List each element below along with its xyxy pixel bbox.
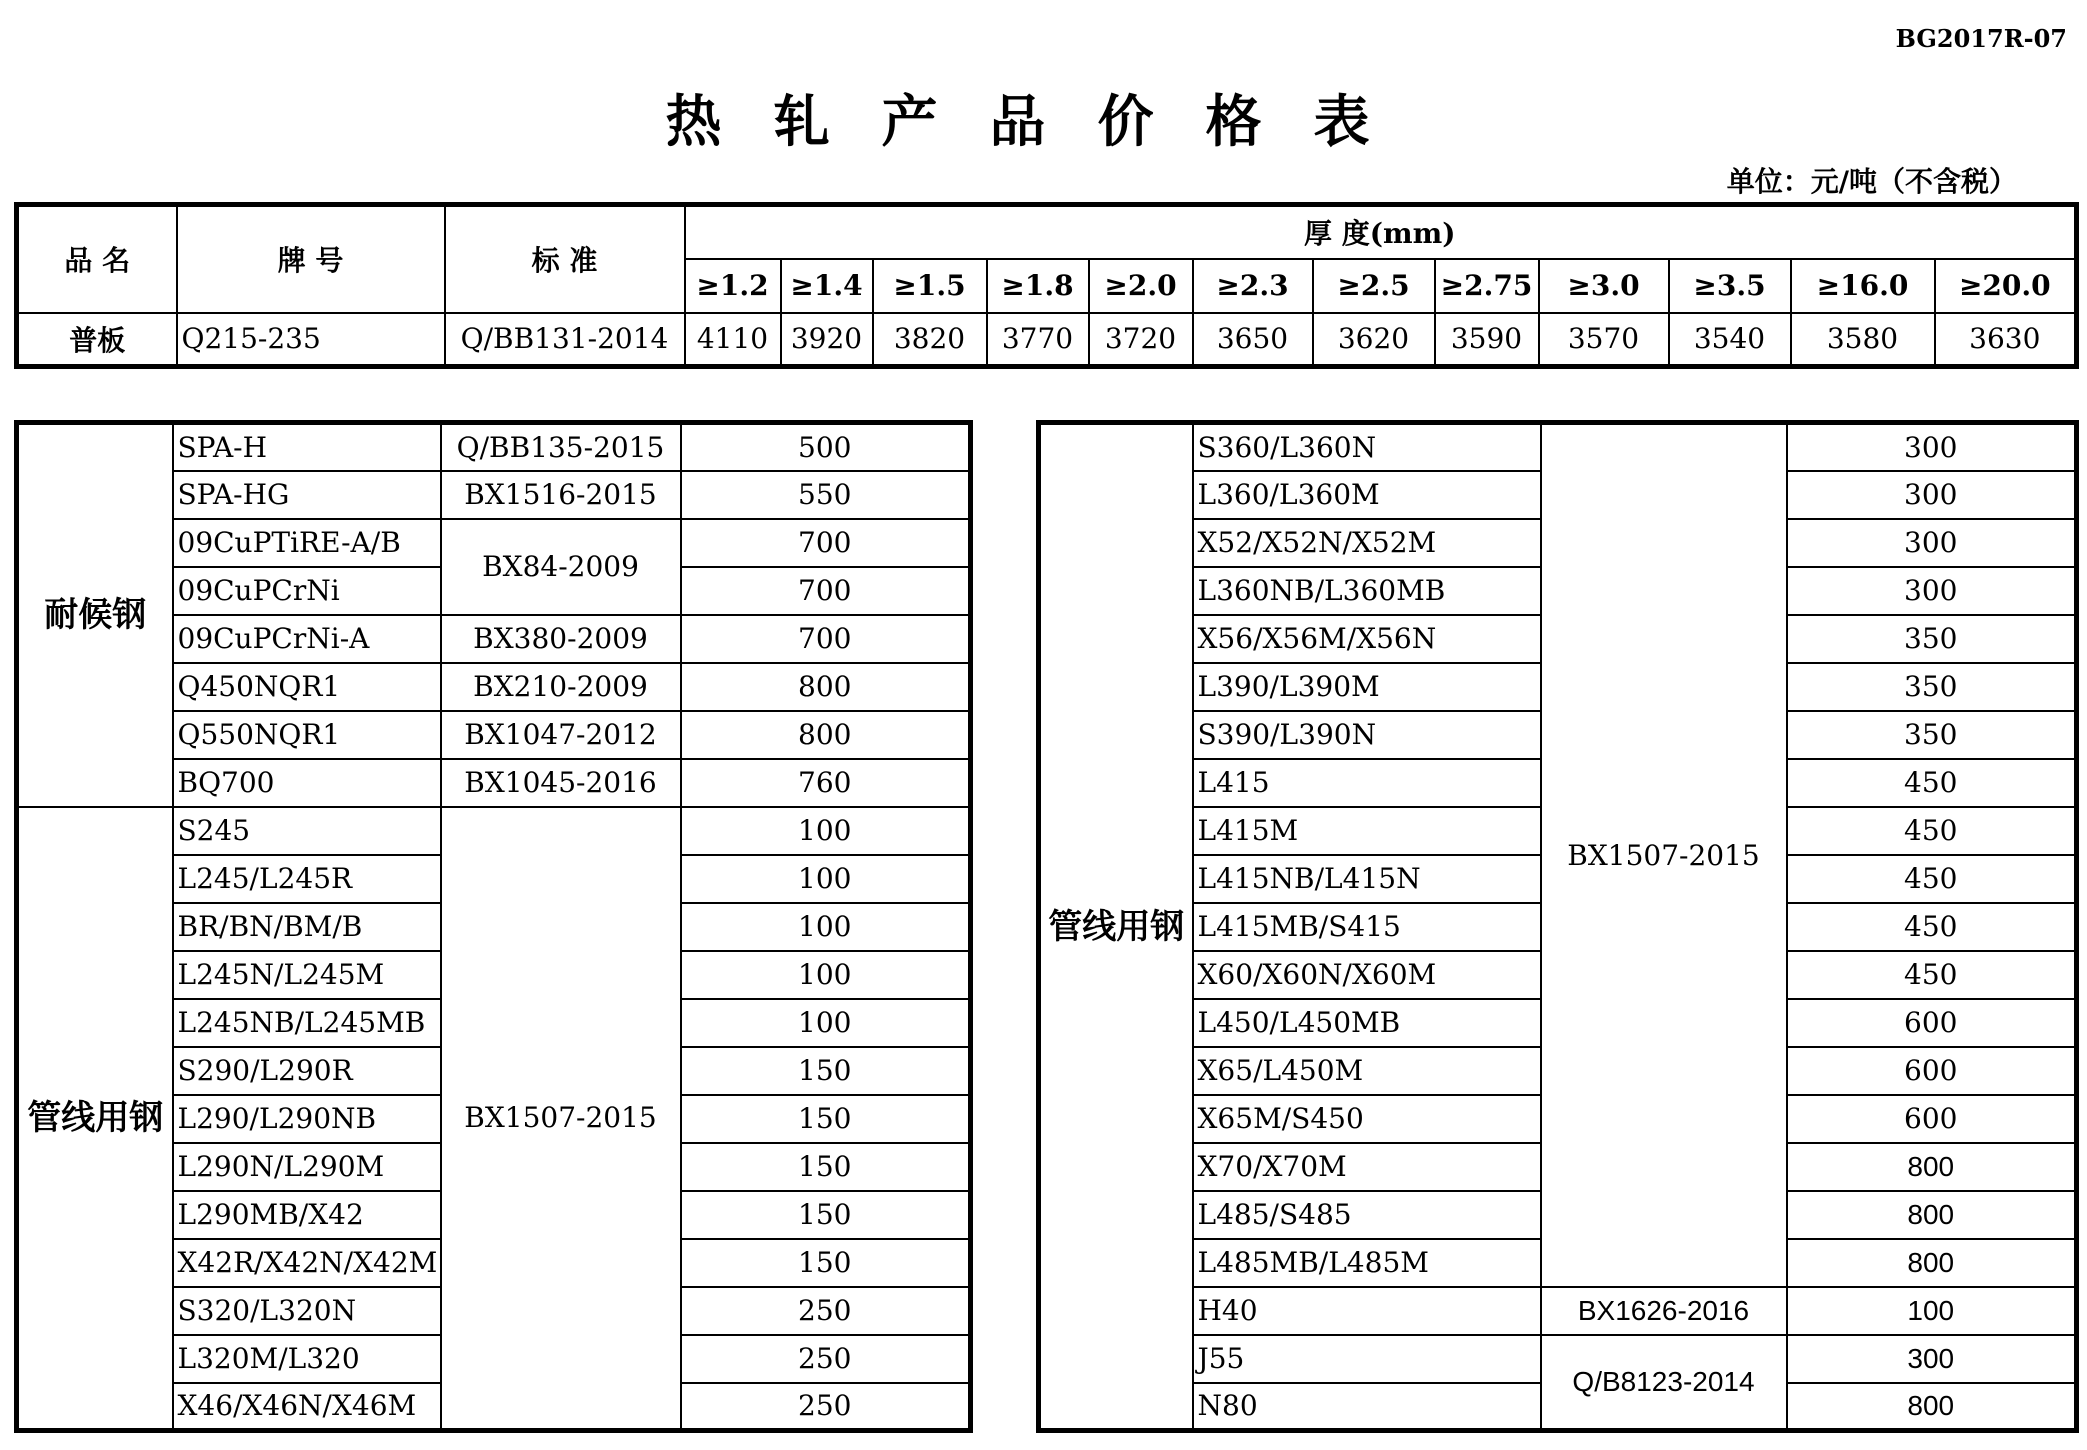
grade-cell: X56/X56M/X56N <box>1193 615 1541 663</box>
price-cell: 350 <box>1787 711 2077 759</box>
price-cell: 700 <box>681 615 971 663</box>
price-cell: 3630 <box>1935 313 2077 367</box>
thickness-col-header: ≥1.4 <box>781 259 873 313</box>
thickness-col-header: ≥1.8 <box>987 259 1089 313</box>
grade-cell: X70/X70M <box>1193 1143 1541 1191</box>
grade-cell: N80 <box>1193 1383 1541 1431</box>
price-cell: 450 <box>1787 807 2077 855</box>
price-cell: 600 <box>1787 999 2077 1047</box>
price-cell: 100 <box>681 807 971 855</box>
price-cell: 550 <box>681 471 971 519</box>
thickness-price-table <box>14 202 2079 369</box>
price-cell: 3650 <box>1193 313 1313 367</box>
grade-cell: L245NB/L245MB <box>173 999 441 1047</box>
standard-cell: Q/BB135-2015 <box>441 423 681 471</box>
thickness-col-header: ≥1.5 <box>873 259 987 313</box>
header-grade: 牌 号 <box>177 205 445 313</box>
standard-cell: BX1045-2016 <box>441 759 681 807</box>
standard-cell: Q/B8123-2014 <box>1541 1335 1787 1431</box>
price-cell: 300 <box>1787 1335 2077 1383</box>
grade-cell: L360NB/L360MB <box>1193 567 1541 615</box>
grade-cell: L485/S485 <box>1193 1191 1541 1239</box>
standard-cell: BX84-2009 <box>441 519 681 615</box>
price-cell: 3620 <box>1313 313 1435 367</box>
price-cell: 150 <box>681 1047 971 1095</box>
price-cell: 600 <box>1787 1047 2077 1095</box>
standard-cell: BX210-2009 <box>441 663 681 711</box>
grade-cell: 09CuPCrNi-A <box>173 615 441 663</box>
product-name: 普板 <box>17 313 177 367</box>
price-cell: 3580 <box>1791 313 1935 367</box>
grade-cell: L390/L390M <box>1193 663 1541 711</box>
standard-cell: BX1516-2015 <box>441 471 681 519</box>
category-cell: 管线用钢 <box>17 807 173 1431</box>
thickness-col-header: ≥2.75 <box>1435 259 1539 313</box>
price-cell: 450 <box>1787 951 2077 999</box>
grade-cell: BR/BN/BM/B <box>173 903 441 951</box>
price-cell: 450 <box>1787 759 2077 807</box>
grade-cell: X52/X52N/X52M <box>1193 519 1541 567</box>
price-cell: 800 <box>681 663 971 711</box>
left-price-table <box>14 420 973 1433</box>
thickness-col-header: ≥2.3 <box>1193 259 1313 313</box>
grade-cell: L415MB/S415 <box>1193 903 1541 951</box>
unit-label: 单位：元/吨（不含税） <box>1726 165 2017 198</box>
grade-cell: L290MB/X42 <box>173 1191 441 1239</box>
price-cell: 150 <box>681 1191 971 1239</box>
grade-cell: L360/L360M <box>1193 471 1541 519</box>
grade-cell: L415NB/L415N <box>1193 855 1541 903</box>
right-price-table <box>1036 420 2079 1433</box>
grade-cell: Q215-235 <box>177 313 445 367</box>
grade-cell: H40 <box>1193 1287 1541 1335</box>
grade-cell: X65/L450M <box>1193 1047 1541 1095</box>
price-cell: 760 <box>681 759 971 807</box>
price-cell: 3820 <box>873 313 987 367</box>
table-row <box>17 423 971 471</box>
price-cell: 3540 <box>1669 313 1791 367</box>
table-row <box>1039 1287 2077 1335</box>
document-code: BG2017R-07 <box>1895 24 2067 53</box>
grade-cell: L245N/L245M <box>173 951 441 999</box>
standard-cell: BX1507-2015 <box>1541 423 1787 1287</box>
grade-cell: X42R/X42N/X42M <box>173 1239 441 1287</box>
price-cell: 3770 <box>987 313 1089 367</box>
standard-cell: Q/BB131-2014 <box>445 313 685 367</box>
grade-cell: L290/L290NB <box>173 1095 441 1143</box>
price-cell: 150 <box>681 1239 971 1287</box>
price-cell: 250 <box>681 1287 971 1335</box>
price-cell: 300 <box>1787 519 2077 567</box>
price-cell: 600 <box>1787 1095 2077 1143</box>
price-cell: 3570 <box>1539 313 1669 367</box>
thickness-col-header: ≥16.0 <box>1791 259 1935 313</box>
price-cell: 500 <box>681 423 971 471</box>
grade-cell: J55 <box>1193 1335 1541 1383</box>
price-cell: 250 <box>681 1383 971 1431</box>
price-cell: 800 <box>1787 1143 2077 1191</box>
grade-cell: SPA-HG <box>173 471 441 519</box>
price-cell: 150 <box>681 1143 971 1191</box>
price-cell: 4110 <box>685 313 781 367</box>
grade-cell: L320M/L320 <box>173 1335 441 1383</box>
header-thickness: 厚 度(mm) <box>685 205 2077 259</box>
grade-cell: L415M <box>1193 807 1541 855</box>
price-cell: 700 <box>681 519 971 567</box>
price-cell: 100 <box>1787 1287 2077 1335</box>
standard-cell: BX1626-2016 <box>1541 1287 1787 1335</box>
grade-cell: BQ700 <box>173 759 441 807</box>
grade-cell: 09CuPTiRE-A/B <box>173 519 441 567</box>
price-cell: 100 <box>681 999 971 1047</box>
grade-cell: S320/L320N <box>173 1287 441 1335</box>
price-cell: 800 <box>1787 1191 2077 1239</box>
price-cell: 450 <box>1787 903 2077 951</box>
price-cell: 100 <box>681 903 971 951</box>
grade-cell: S390/L390N <box>1193 711 1541 759</box>
page-title: 热轧产品价格表 <box>665 89 1422 155</box>
price-cell: 100 <box>681 951 971 999</box>
price-cell: 350 <box>1787 663 2077 711</box>
grade-cell: S360/L360N <box>1193 423 1541 471</box>
thickness-col-header: ≥3.0 <box>1539 259 1669 313</box>
category-cell: 耐候钢 <box>17 423 173 807</box>
price-cell: 150 <box>681 1095 971 1143</box>
table-row <box>1039 423 2077 471</box>
price-cell: 800 <box>1787 1383 2077 1431</box>
grade-cell: L245/L245R <box>173 855 441 903</box>
grade-cell: X60/X60N/X60M <box>1193 951 1541 999</box>
grade-cell: X65M/S450 <box>1193 1095 1541 1143</box>
standard-cell: BX1507-2015 <box>441 807 681 1431</box>
header-name: 品 名 <box>17 205 177 313</box>
grade-cell: S290/L290R <box>173 1047 441 1095</box>
table-row <box>17 313 2077 367</box>
grade-cell: L485MB/L485M <box>1193 1239 1541 1287</box>
price-cell: 450 <box>1787 855 2077 903</box>
thickness-col-header: ≥2.0 <box>1089 259 1193 313</box>
price-cell: 800 <box>1787 1239 2077 1287</box>
price-cell: 100 <box>681 855 971 903</box>
grade-cell: SPA-H <box>173 423 441 471</box>
standard-cell: BX1047-2012 <box>441 711 681 759</box>
price-cell: 800 <box>681 711 971 759</box>
price-cell: 300 <box>1787 567 2077 615</box>
thickness-col-header: ≥3.5 <box>1669 259 1791 313</box>
grade-cell: L415 <box>1193 759 1541 807</box>
table-row <box>17 807 971 855</box>
price-cell: 700 <box>681 567 971 615</box>
grade-cell: L450/L450MB <box>1193 999 1541 1047</box>
standard-cell: BX380-2009 <box>441 615 681 663</box>
price-cell: 300 <box>1787 471 2077 519</box>
price-cell: 3920 <box>781 313 873 367</box>
price-cell: 350 <box>1787 615 2077 663</box>
grade-cell: X46/X46N/X46M <box>173 1383 441 1431</box>
price-cell: 300 <box>1787 423 2077 471</box>
header-standard: 标 准 <box>445 205 685 313</box>
thickness-col-header: ≥20.0 <box>1935 259 2077 313</box>
grade-cell: L290N/L290M <box>173 1143 441 1191</box>
grade-cell: 09CuPCrNi <box>173 567 441 615</box>
thickness-col-header: ≥1.2 <box>685 259 781 313</box>
price-cell: 3590 <box>1435 313 1539 367</box>
table-row <box>1039 1335 2077 1383</box>
thickness-col-header: ≥2.5 <box>1313 259 1435 313</box>
category-cell: 管线用钢 <box>1039 423 1193 1431</box>
grade-cell: S245 <box>173 807 441 855</box>
price-cell: 3720 <box>1089 313 1193 367</box>
price-cell: 250 <box>681 1335 971 1383</box>
grade-cell: Q550NQR1 <box>173 711 441 759</box>
grade-cell: Q450NQR1 <box>173 663 441 711</box>
